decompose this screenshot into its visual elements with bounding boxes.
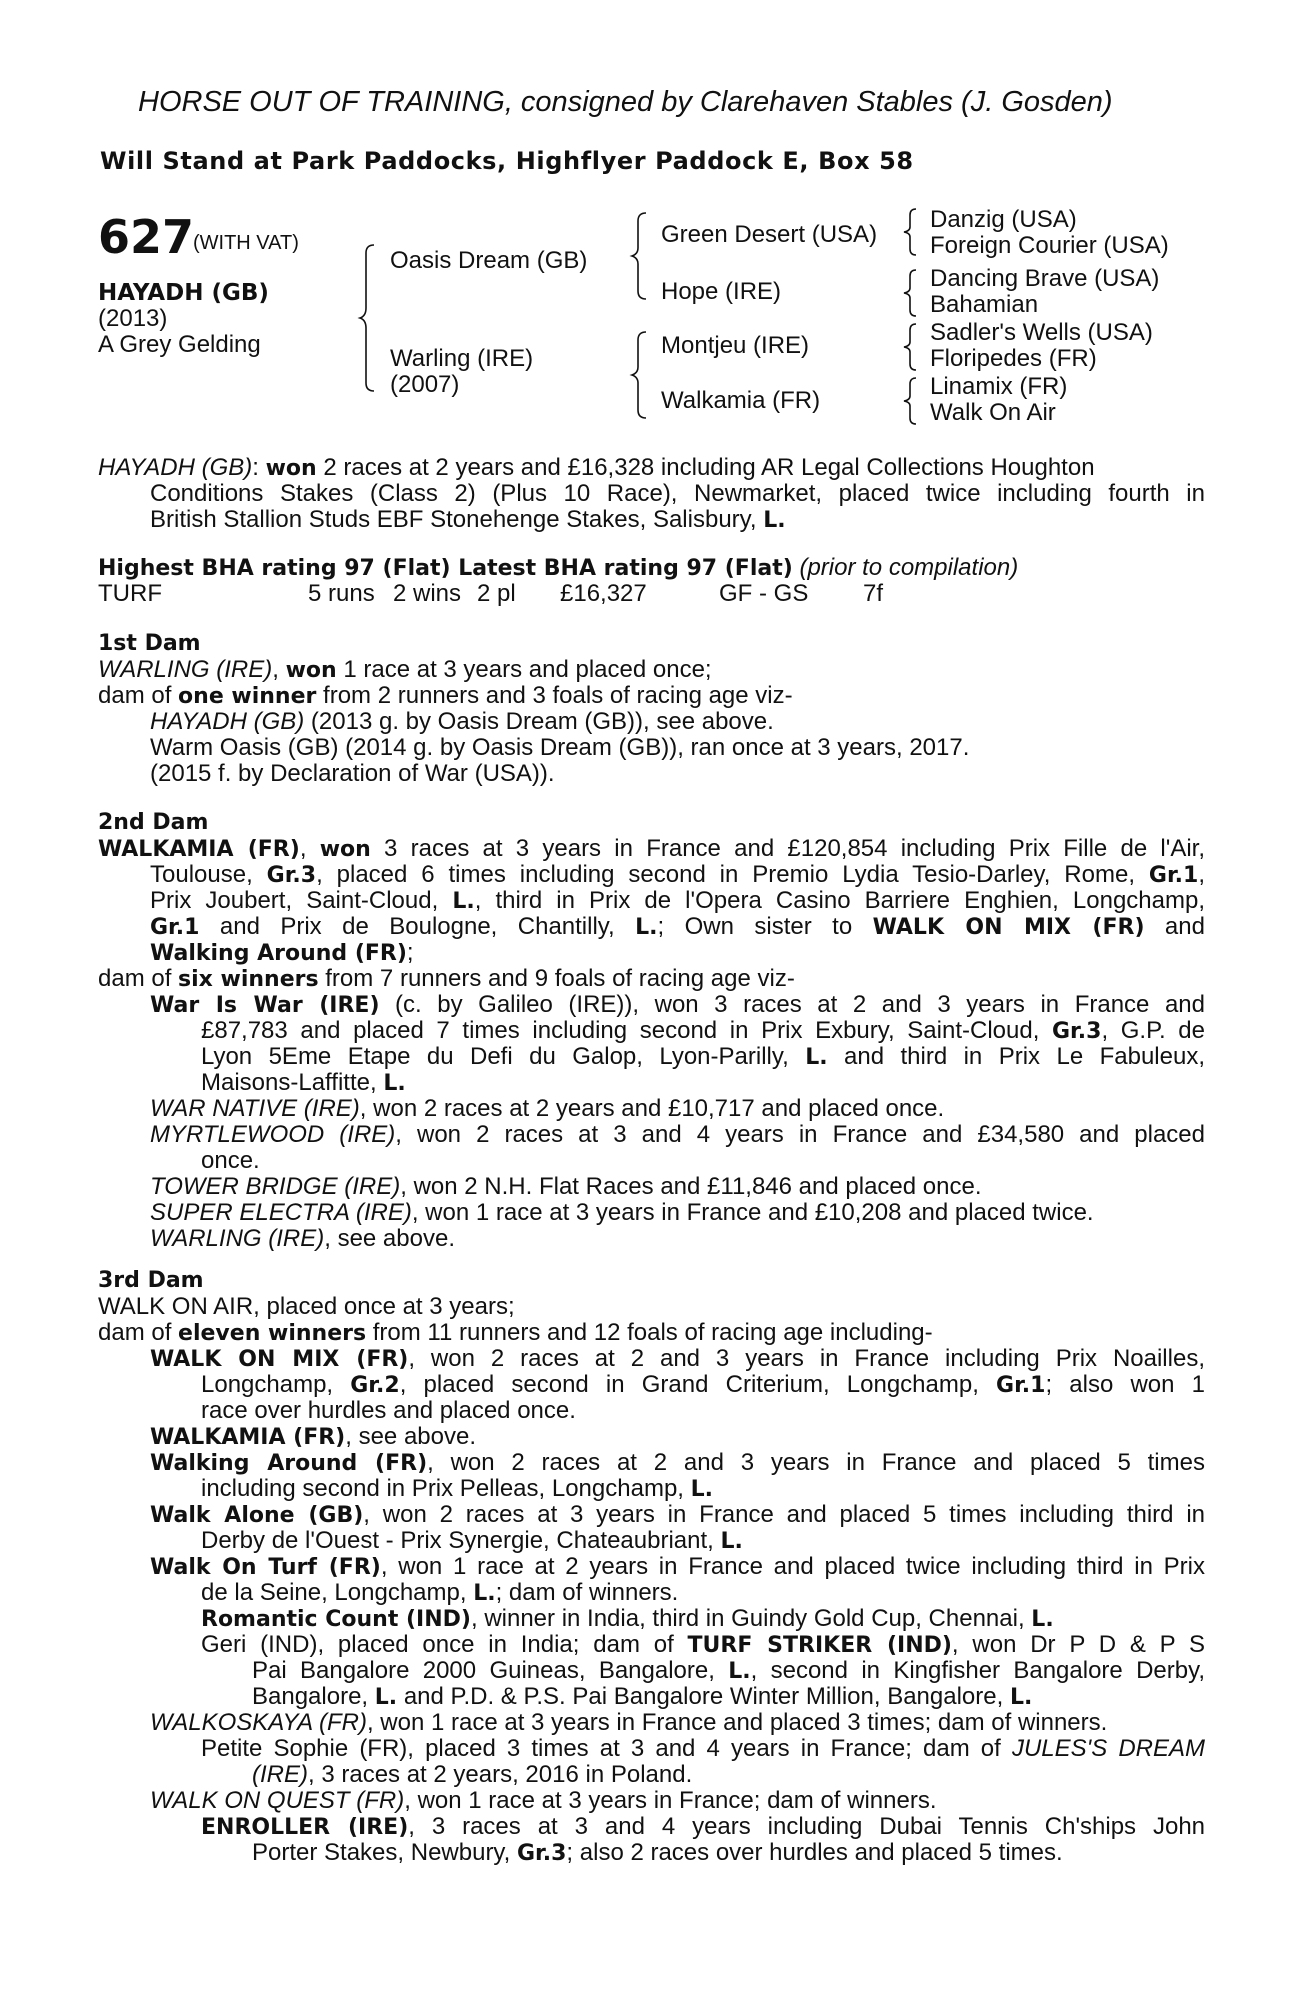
pedigree-sire-sire: Green Desert (USA) xyxy=(661,221,878,248)
pedigree-bracket-ss xyxy=(904,207,920,257)
pedigree-bracket-dam xyxy=(632,330,652,420)
pedigree-dss: Sadler's Wells (USA) xyxy=(930,319,1153,346)
third-dam-produce-1-line-3: race over hurdles and placed once. xyxy=(201,1397,576,1424)
second-dam-heading: 2nd Dam xyxy=(98,810,209,835)
rating-heading: Highest BHA rating 97 (Flat) Latest BHA rating 97 (Flat) (prior to compilation) xyxy=(98,554,1019,581)
third-dam-produce-4-line-2: Derby de l'Ouest - Prix Synergie, Chateaubriant, L. xyxy=(201,1527,743,1554)
first-dam-line-2: dam of one winner from 2 runners and 3 foals of racing age viz- xyxy=(98,682,793,709)
second-dam-line-6: dam of six winners from 7 runners and 9 foals of racing age viz- xyxy=(98,965,795,992)
second-dam-produce-6: WARLING (IRE), see above. xyxy=(150,1225,455,1252)
second-dam-line-4: Gr.1 and Prix de Boulogne, Chantilly, L.; Own sister to WALK ON MIX (FR) and xyxy=(150,913,1205,940)
third-dam-produce-1-line-2: Longchamp, Gr.2, placed second in Grand Criterium, Longchamp, Gr.1; also won 1 xyxy=(201,1371,1206,1398)
pedigree-bracket-sd xyxy=(904,268,920,318)
second-dam-line-3: Prix Joubert, Saint-Cloud, L., third in Prix de l'Opera Casino Barriere Enghien, Longchamp, xyxy=(150,887,1205,914)
pedigree-bracket-sire xyxy=(632,211,652,301)
horse-year: (2013) xyxy=(98,305,168,332)
second-dam-line-1: WALKAMIA (FR), won 3 races at 3 years in France and £120,854 including Prix Fille de l'Air, xyxy=(98,835,1206,862)
third-dam-heading: 3rd Dam xyxy=(98,1268,204,1293)
third-dam-grandproduce-2-line-2: Pai Bangalore 2000 Guineas, Bangalore, L., second in Kingfisher Bangalore Derby, xyxy=(252,1657,1206,1684)
pedigree-sdd: Bahamian xyxy=(930,291,1039,318)
page-title: HORSE OUT OF TRAINING, consigned by Clarehaven Stables (J. Gosden) xyxy=(138,86,1113,118)
pedigree-ddd: Walk On Air xyxy=(930,399,1056,426)
pedigree-bracket-ds xyxy=(904,322,920,372)
second-dam-produce-1-line-3: Lyon 5Eme Etape du Defi du Galop, Lyon-Parilly, L. and third in Prix Le Fabuleux, xyxy=(201,1043,1206,1070)
third-dam-produce-1: WALK ON MIX (FR), won 2 races at 2 and 3 years in France including Prix Noailles, xyxy=(150,1345,1205,1372)
third-dam-produce-5: Walk On Turf (FR), won 1 race at 2 years in France and placed twice including third in Prix xyxy=(150,1553,1206,1580)
vat-note: (WITH VAT) xyxy=(193,232,299,254)
third-dam-produce-7: WALK ON QUEST (FR), won 1 race at 3 years in France; dam of winners. xyxy=(150,1787,937,1814)
second-dam-produce-4: TOWER BRIDGE (IRE), won 2 N.H. Flat Races and £11,846 and placed once. xyxy=(150,1173,982,1200)
third-dam-grandproduce-1: Romantic Count (IND), winner in India, third in Guindy Gold Cup, Chennai, L. xyxy=(201,1605,1054,1632)
third-dam-line-1: WALK ON AIR, placed once at 3 years; xyxy=(98,1293,515,1320)
lot-number: 627 xyxy=(98,210,195,264)
third-dam-grandproduce-3: Petite Sophie (FR), placed 3 times at 3 and 4 years in France; dam of JULES'S DREAM xyxy=(201,1735,1205,1762)
pedigree-sire-dam: Hope (IRE) xyxy=(661,278,782,305)
third-dam-produce-4: Walk Alone (GB), won 2 races at 3 years in France and placed 5 times including third in xyxy=(150,1501,1205,1528)
third-dam-produce-6: WALKOSKAYA (FR), won 1 race at 3 years in France and placed 3 times; dam of winners. xyxy=(150,1709,1108,1736)
pedigree-dsd: Floripedes (FR) xyxy=(930,345,1097,372)
rating-runs: 5 runs xyxy=(308,580,375,607)
third-dam-line-2: dam of eleven winners from 11 runners and 12 foals of racing age including- xyxy=(98,1319,933,1346)
pedigree-sire: Oasis Dream (GB) xyxy=(390,247,588,274)
third-dam-produce-5-line-2: de la Seine, Longchamp, L.; dam of winners. xyxy=(201,1579,679,1606)
third-dam-produce-3: Walking Around (FR), won 2 races at 2 and 3 years in France and placed 5 times xyxy=(150,1449,1205,1476)
location-line: Will Stand at Park Paddocks, Highflyer Paddock E, Box 58 xyxy=(100,147,914,175)
third-dam-grandproduce-2-line-3: Bangalore, L. and P.D. & P.S. Pai Bangalore Winter Million, Bangalore, L. xyxy=(252,1683,1033,1710)
horse-description: A Grey Gelding xyxy=(98,331,261,358)
summary-line-3: British Stallion Studs EBF Stonehenge Stakes, Salisbury, L. xyxy=(150,506,786,533)
second-dam-line-5: Walking Around (FR); xyxy=(150,939,414,966)
horse-name: HAYADH (GB) xyxy=(98,280,269,306)
first-dam-produce-1: HAYADH (GB) (2013 g. by Oasis Dream (GB)), see above. xyxy=(150,708,774,735)
third-dam-grandproduce-4-line-2: Porter Stakes, Newbury, Gr.3; also 2 races over hurdles and placed 5 times. xyxy=(252,1839,1063,1866)
pedigree-sss: Danzig (USA) xyxy=(930,206,1077,233)
pedigree-sds: Dancing Brave (USA) xyxy=(930,265,1160,292)
pedigree-dds: Linamix (FR) xyxy=(930,373,1068,400)
first-dam-line-1: WARLING (IRE), won 1 race at 3 years and placed once; xyxy=(98,656,712,683)
summary-line-1: HAYADH (GB): won 2 races at 2 years and £16,328 including AR Legal Collections Houghton xyxy=(98,454,1095,481)
pedigree-bracket-dd xyxy=(904,376,920,426)
pedigree-bracket-main xyxy=(360,243,380,393)
second-dam-line-2: Toulouse, Gr.3, placed 6 times including second in Premio Lydia Tesio-Darley, Rome, Gr.1, xyxy=(150,861,1205,888)
pedigree-dam-dam: Walkamia (FR) xyxy=(661,387,821,414)
second-dam-produce-1-line-4: Maisons-Laffitte, L. xyxy=(201,1069,406,1096)
pedigree-dam-year: (2007) xyxy=(390,371,460,398)
rating-going: GF - GS xyxy=(719,580,809,607)
second-dam-produce-3: MYRTLEWOOD (IRE), won 2 races at 3 and 4 years in France and £34,580 and placed xyxy=(150,1121,1205,1148)
rating-earnings: £16,327 xyxy=(560,580,647,607)
rating-wins: 2 wins xyxy=(393,580,462,607)
rating-placed: 2 pl xyxy=(477,580,516,607)
third-dam-grandproduce-4: ENROLLER (IRE), 3 races at 3 and 4 years including Dubai Tennis Ch'ships John xyxy=(201,1813,1206,1840)
rating-distance: 7f xyxy=(863,580,884,607)
pedigree-ssd: Foreign Courier (USA) xyxy=(930,232,1169,259)
third-dam-grandproduce-3-line-2: (IRE), 3 races at 2 years, 2016 in Poland. xyxy=(252,1761,693,1788)
pedigree-dam-sire: Montjeu (IRE) xyxy=(661,332,810,359)
pedigree-dam: Warling (IRE) xyxy=(390,345,534,372)
first-dam-produce-3: (2015 f. by Declaration of War (USA)). xyxy=(150,760,555,787)
second-dam-produce-5: SUPER ELECTRA (IRE), won 1 race at 3 years in France and £10,208 and placed twice. xyxy=(150,1199,1094,1226)
third-dam-grandproduce-2: Geri (IND), placed once in India; dam of TURF STRIKER (IND), won Dr P D & P S xyxy=(201,1631,1205,1658)
first-dam-heading: 1st Dam xyxy=(98,631,201,656)
third-dam-produce-2: WALKAMIA (FR), see above. xyxy=(150,1423,477,1450)
second-dam-produce-3-line-2: once. xyxy=(201,1147,260,1174)
rating-surface: TURF xyxy=(98,580,162,607)
second-dam-produce-1-line-2: £87,783 and placed 7 times including second in Prix Exbury, Saint-Cloud, Gr.3, G.P. de xyxy=(201,1017,1205,1044)
second-dam-produce-2: WAR NATIVE (IRE), won 2 races at 2 years and £10,717 and placed once. xyxy=(150,1095,945,1122)
summary-line-2: Conditions Stakes (Class 2) (Plus 10 Race), Newmarket, placed twice including fourth in xyxy=(150,480,1205,507)
second-dam-produce-1: War Is War (IRE) (c. by Galileo (IRE)), won 3 races at 2 and 3 years in France and xyxy=(150,991,1205,1018)
first-dam-produce-2: Warm Oasis (GB) (2014 g. by Oasis Dream (GB)), ran once at 3 years, 2017. xyxy=(150,734,970,761)
third-dam-produce-3-line-2: including second in Prix Pelleas, Longchamp, L. xyxy=(201,1475,714,1502)
